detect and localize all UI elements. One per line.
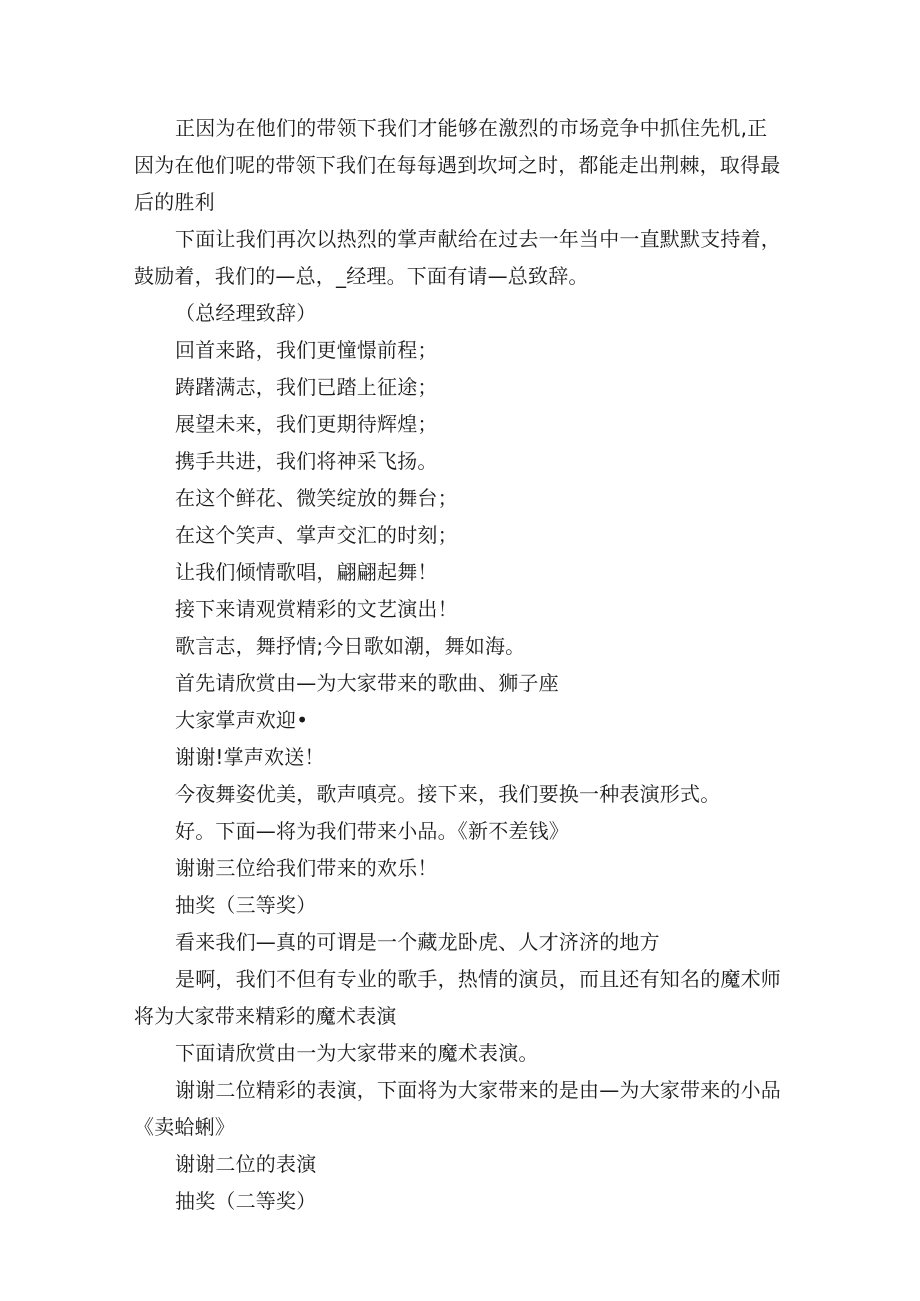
paragraph: 大家掌声欢迎• xyxy=(175,708,309,732)
paragraph: 今夜舞姿优美，歌声嗔亮。接下来，我们要换一种表演形式。 xyxy=(175,782,721,806)
paragraph: 踌躇满志，我们已踏上征途； xyxy=(175,375,438,399)
paragraph: 回首来路，我们更憧憬前程； xyxy=(175,338,438,362)
paragraph: 在这个笑声、掌声交汇的时刻； xyxy=(175,523,458,547)
paragraph: 首先请欣赏由—为大家带来的歌曲、狮子座 xyxy=(175,671,559,695)
paragraph: 好。下面—将为我们带来小品。《新不差钱》 xyxy=(175,819,569,843)
paragraph: 看来我们—真的可谓是一个藏龙卧虎、人才济济的地方 xyxy=(175,930,660,954)
paragraph: 携手共进，我们将神采飞扬。 xyxy=(175,449,438,473)
paragraph: 抽奖（三等奖） xyxy=(175,893,317,917)
paragraph: 谢谢三位给我们带来的欢乐！ xyxy=(175,856,438,880)
paragraph: 正因为在他们的带领下我们才能够在激烈的市场竞争中抓住先机,正因为在他们呢的带领下我们在每每遇到坎坷之时，都能走出荆棘，取得最后的胜利 xyxy=(134,116,781,214)
paragraph: 展望未来，我们更期待辉煌； xyxy=(175,412,438,436)
paragraph: 接下来请观赏精彩的文艺演出！ xyxy=(175,597,458,621)
paragraph: 在这个鲜花、微笑绽放的舞台； xyxy=(175,486,458,510)
paragraph: 让我们倾情歌唱，翩翩起舞！ xyxy=(175,560,438,584)
paragraph: 谢谢二位精彩的表演，下面将为大家带来的是由—为大家带来的小品《卖蛤蜊》 xyxy=(134,1078,781,1139)
paragraph: 抽奖（二等奖） xyxy=(175,1189,317,1213)
paragraph: （总经理致辞） xyxy=(175,301,317,325)
paragraph: 歌言志，舞抒情;今日歌如潮，舞如海。 xyxy=(175,634,526,658)
document-body xyxy=(134,110,784,1220)
paragraph: 下面让我们再次以热烈的掌声献给在过去一年当中一直默默支持着，鼓励着，我们的—总，_经理。下面有请—总致辞。 xyxy=(134,227,781,288)
paragraph: 谢谢!掌声欢送！ xyxy=(175,745,325,769)
paragraph: 谢谢二位的表演 xyxy=(175,1152,317,1176)
paragraph: 下面请欣赏由一为大家带来的魔术表演。 xyxy=(175,1041,539,1065)
paragraph: 是啊，我们不但有专业的歌手，热情的演员，而且还有知名的魔术师将为大家带来精彩的魔术表演 xyxy=(134,967,781,1028)
